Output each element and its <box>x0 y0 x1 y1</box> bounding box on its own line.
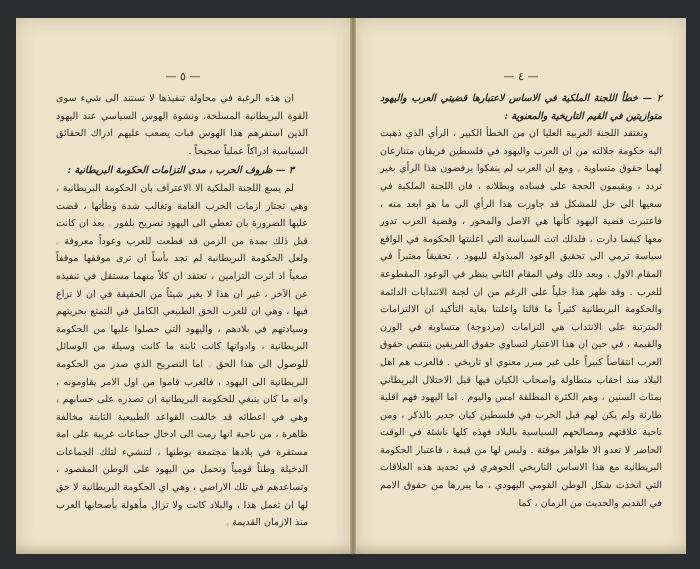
left-page <box>16 18 350 554</box>
right-page <box>356 18 686 554</box>
page-edge <box>16 544 350 554</box>
section-heading: ٣ — ظروف الحرب ، مدى التزامات الحكومة البريطانية : <box>67 165 294 177</box>
section-heading: ٢ — خطأ اللجنة الملكية في الاساس لاعتبارها قضيتي العرب واليهود متوازيتين في القيم التاريخية والمعنوية : <box>380 93 662 122</box>
page-number: — ٤ — <box>503 70 539 83</box>
paragraph: وتعتقد اللجنة العربية العليا ان من الخطأ الكبير ، الرأي الذي ذهبت اليه حكومة جلالته من ان العرب واليهود في فلسطين فريقان متنازعان لهما حقوق متساوية . ومع ان العرب لم ينفكوا يرفضون هذا الرأي بغير تردد ، ويقيمون الحجة على فساده وبطلانه ، فان اللجنة الملكية في سعيها الى حل للمشكل قد جاوزت هذا الرأي الى ما هو ابعد منه ، فاعتبرت قضية اليهود كأنها هي الاصل والمحور ، وقضية العرب تدور معها كيفما دارت ، فلذلك اتت السياسة التي اعلنتها الحكومة في الواقع سياسة ترمي الى تحقيق الوعود المبذولة لليهود ، تحقيقاً معتبراً في المقام الاول ، وبعد ذلك وفي المقام الثاني ينظر في الوعود المقطوعة للعرب . وقد ظهر هذا جلياً على الرغم من ان لجنة الانتدابات الدائمة والحكومة البريطانية كثيراً ما قالتا واعلنتا بغاية التأكيد ان الالتزامات المترتبة على الانتداب هي التزامات (مزدوجة) متساوية في الوزن والقيمة ، في حين ان هذا الاعتبار لتساوي حقوق الفريقين ينتقص حقوق العرب انتقاصاً كبيراً على غير مبرر معنوي او تاريخي . فالعرب هم اهل البلاد منذ احقاب متطاولة واصحاب الكيان فيها قبل الاحتلال البريطاني بمئات السنين ، وهم الكثرة المطلقة امس واليوم . اما اليهود فهم اقلية طارئة ولم يكن لهم قبل الحرب في فلسطين كيان جدير بالذكر ، ومن ناحية علاقتهم ومصالحهم السياسية بالبلاد فهذه كلها ناشئة في الوقت الحاضر لا تعدو الا ظواهر موقتة . وليس لها من قيمة ، فاعتبار الحكومة البريطانية مع هذا الاساس التاريخي الجوهري في تحديد هذه العلاقات التي اتخذت شكل الوطن القومي اليهودي ، ما يبررها من حقوق الامم في القديم والحديث من الزمان ، كما <box>380 128 662 509</box>
page-text <box>380 90 662 512</box>
page-text <box>56 90 308 532</box>
page-edge <box>356 544 686 554</box>
book-spread <box>16 18 686 554</box>
paragraph: ان هذه الرغبة في محاولة تنفيذها لا تستند الى شيء سوى القوة البريطانية المسلحة، ونشوة الهوس السياسي عند اليهود الذين استفرهم هذا الهوس فبات يصعب عليهم ادراك الحقائق السياسية ادراكاً عملياً صحيحاً . <box>56 93 308 157</box>
page-number: — ٥ — <box>165 70 201 83</box>
paragraph: لم يسع اللجنة الملكية الا الاعتراف بان الحكومة البريطانية ، وهي تجتاز ازمات الحرب العامة وتغالب شدة وطأتها ، قضت عليها الضرورة بان تعطي الى اليهود تصريح بلفور . بعد ان كانت قبل ذلك بمدة من الزمن قد قطعت للعرب وعوداً معروفة . ولعل الحكومة البريطانية لم تجد بأساً ان ترى موقفها موقفاً صعباً اذ اثرت التزامين ، تعتقد ان كلاً منهما مستقل في تنفيذه عن الآخر ، غير ان هذا لا يغير شيئاً من الحقيقة في ان لا نزاع فيها ، وهي ان للعرب الحق الطبيعي الكامل في التمتع بحريتهم وسيادتهم في بلادهم ، واليهود التي حصلوا عليها من الحكومة البريطانية ، وادواتها كانت ثابتة ما كانت وسيلة من الوسائل للوصول الى هذا الحق . اما التصريح الذي صدر من الحكومة البريطانية الى اليهود ، فالعرب قاموا من اول الامر يقاومونه ، وانه ما كان ينبغي للحكومة البريطانية ان تصدره على حسابهم ، وهي في اعطائه قد خالفت القواعد الطبيعية الثابتة مخالفة ظاهرة ، من ناحية انها رمت الى ادخال جماعات غريبة على امة مستقرة في بلادها مجتمعة بوطنها ، لتنشيء لتلك الجماعات الدخيلة وطناً قومياً وتحمل من اليهود على الوطن المقصود ، وتساعدهم في تلك الاراضي ، وهي اي الحكومة البريطانية لا حق لها ان تعمل هذا ، والبلاد كانت ولا تزال مأهولة بأصحابها العرب منذ الازمان القديمة . <box>56 182 308 529</box>
